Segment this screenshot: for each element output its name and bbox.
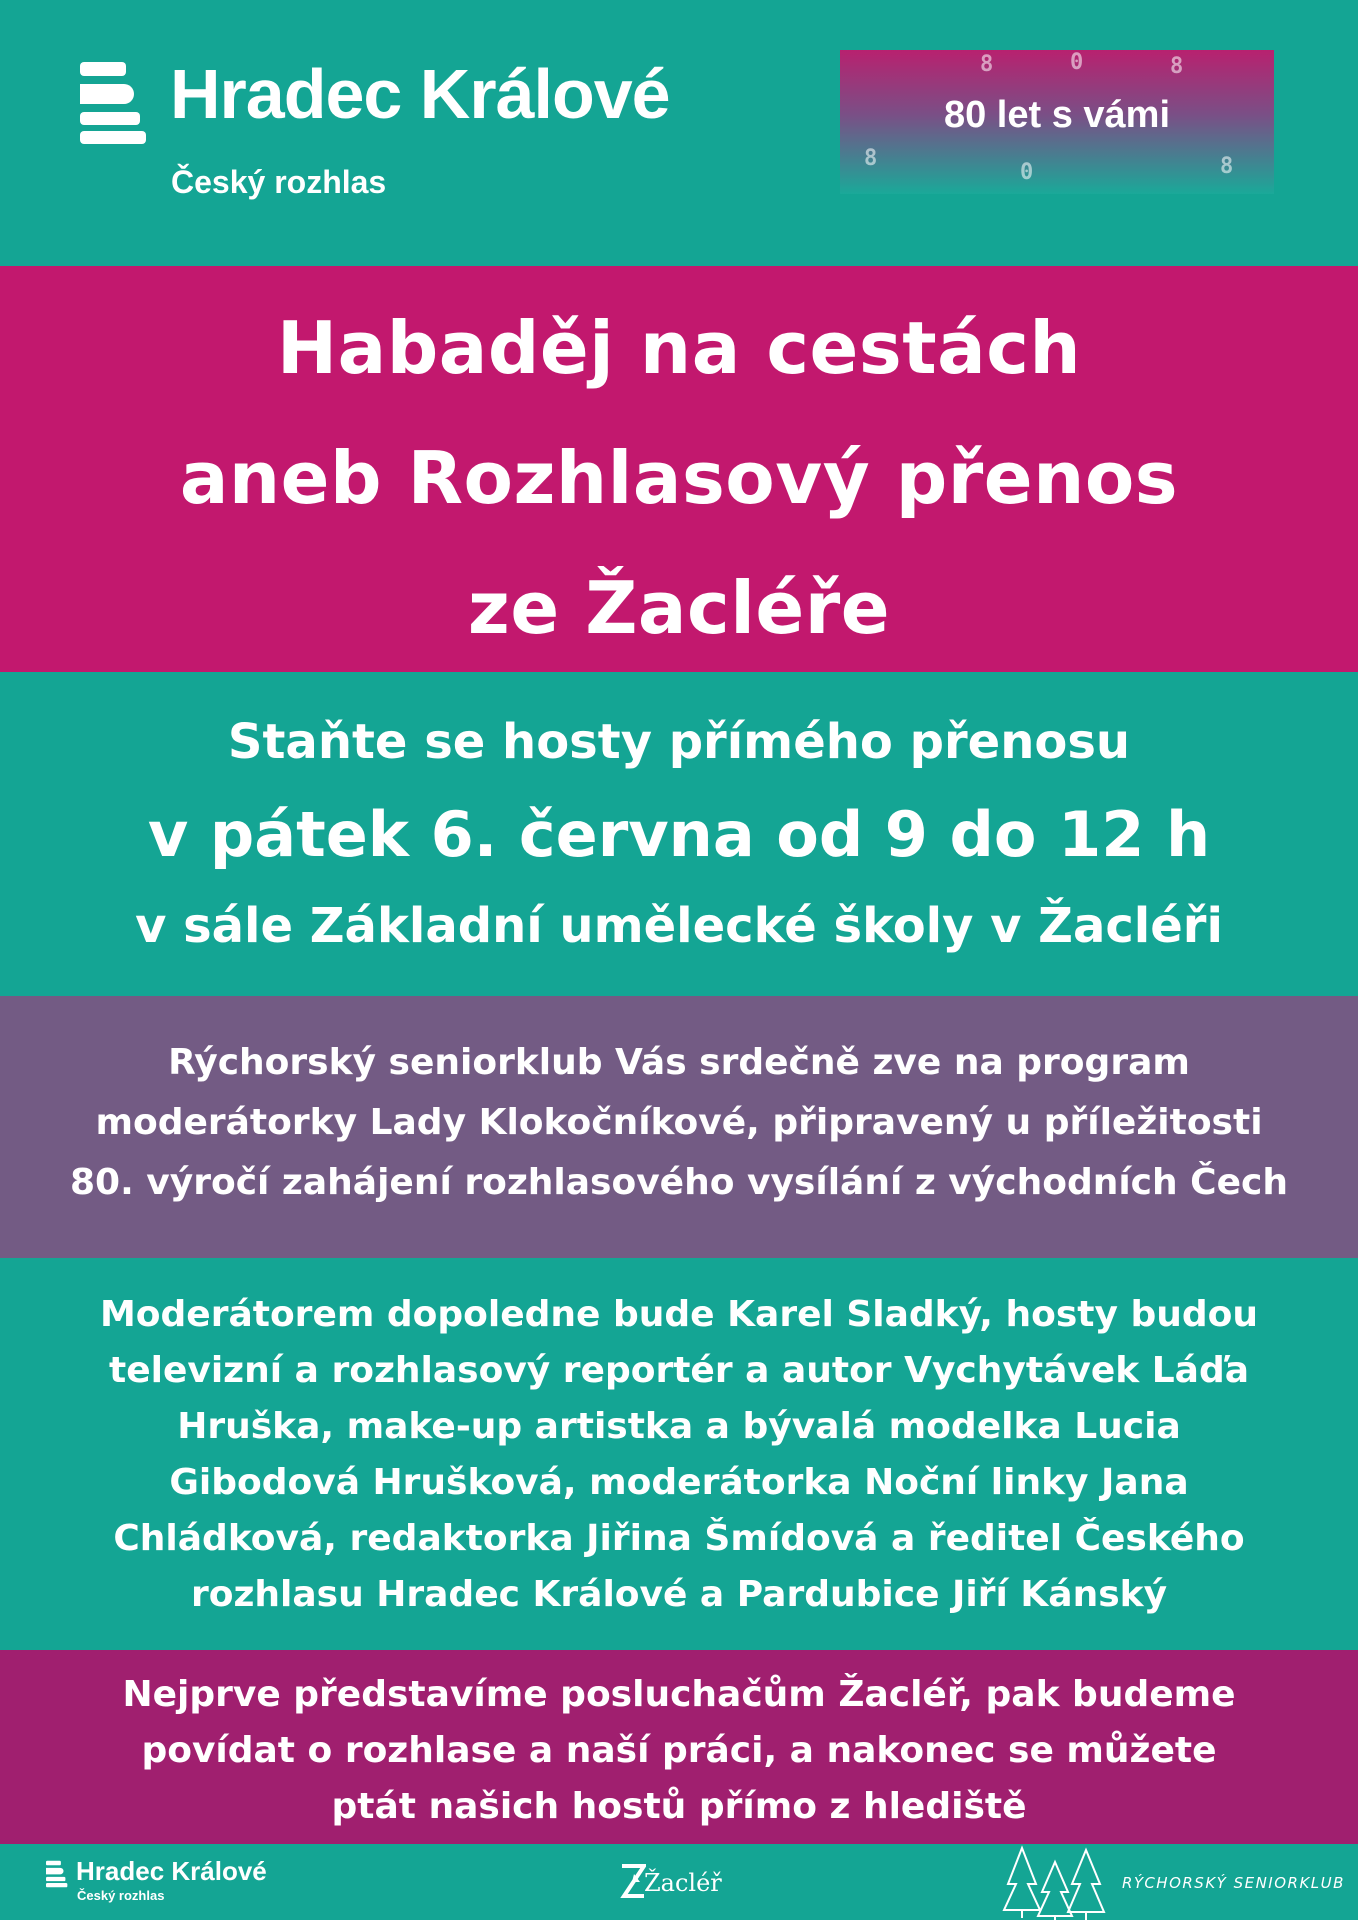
club-text-line: moderátorky Lady Klokočníkové, připravený u příležitosti [95,1102,1263,1143]
program-text-line: povídat o rozhlase a naší práci, a nakonec se můžete [141,1730,1217,1771]
footer-station-name: Hradec Králové [76,1856,267,1886]
seniorclub-logo [1000,1844,1345,1920]
event-title-line: ze Žacléře [467,566,891,650]
club-text-line: Rýchorský seniorklub Vás srdečně zve na program [168,1042,1190,1083]
guests-band [0,1258,1358,1650]
radio-logo-icon [46,1860,68,1888]
badge-decoration-digit: 0 [1070,50,1084,75]
badge-decoration-digit: 8 [980,52,994,77]
anniversary-text: 80 let s vámi [943,94,1171,136]
guests-text-line: televizní a rozhlasový reportér a autor Vychytávek Láďa [108,1350,1250,1391]
guests-text-line: rozhlasu Hradec Králové a Pardubice Jiří Kánský [190,1574,1168,1615]
club-text-line: 80. výročí zahájení rozhlasového vysílání z východních Čech [69,1162,1288,1203]
event-title-line: aneb Rozhlasový přenos [179,436,1179,520]
station-name: Hradec Králové [170,55,670,133]
seniorclub-name: RÝCHORSKÝ SENIORKLUB [1122,1874,1345,1892]
footer-broadcaster-name: Český rozhlas [77,1888,165,1903]
guests-text-line: Hruška, make-up artistka a bývalá modelka Lucia [177,1406,1181,1447]
invitation-band [0,672,1358,996]
badge-decoration-digit: 8 [864,146,878,171]
invitation-headline: Staňte se hosty přímého přenosu [227,714,1131,770]
town-name: Žacléř [644,1869,722,1897]
broadcaster-name: Český rozhlas [171,164,387,200]
event-date-time: v pátek 6. června od 9 do 12 h [147,798,1211,871]
guests-text-line: Moderátorem dopoledne bude Karel Sladký, hosty budou [99,1294,1259,1335]
program-band [0,1650,1358,1844]
badge-decoration-digit: 8 [1170,54,1184,79]
event-title-line: Habaděj na cestách [276,306,1082,390]
badge-decoration-digit: 8 [1220,154,1234,179]
pine-trees-icon [1000,1844,1110,1920]
badge-decoration-digit: 0 [1020,160,1034,185]
footer [0,1844,1358,1920]
program-text-line: ptát našich hostů přímo z hlediště [331,1786,1027,1827]
event-title-band [0,266,1358,672]
program-text-line: Nejprve představíme posluchačům Žacléř, pak budeme [122,1674,1236,1715]
event-venue: v sále Základní umělecké školy v Žacléři [135,898,1223,954]
anniversary-badge [840,50,1274,194]
town-emblem-icon [620,1864,646,1898]
header [0,0,1358,266]
guests-text-line: Gibodová Hrušková, moderátorka Noční linky Jana [169,1462,1189,1503]
radio-logo-icon [80,62,148,144]
club-invitation-band [0,996,1358,1258]
guests-text-line: Chládková, redaktorka Jiřina Šmídová a ředitel Českého [113,1518,1245,1559]
